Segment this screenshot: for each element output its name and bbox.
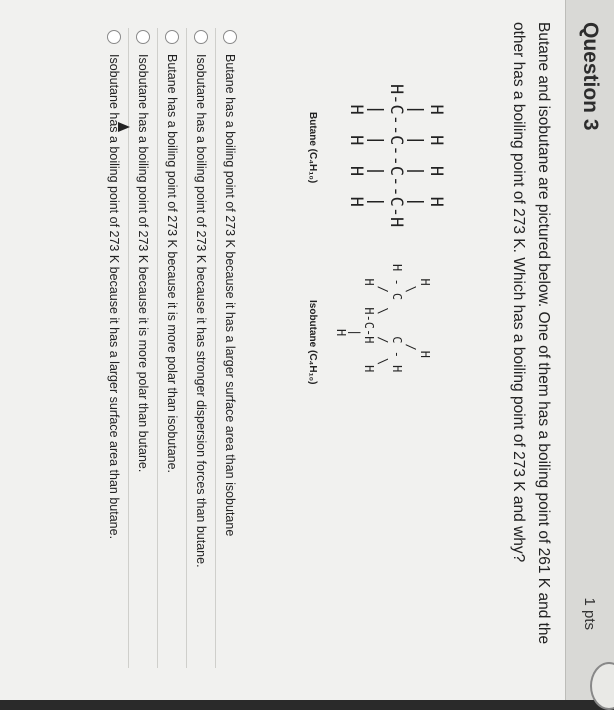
answer-option-label: Isobutane has a boiling point of 273 K because it is more polar than butane.: [136, 54, 150, 473]
structure-row: H H-C-H H: [362, 264, 376, 373]
butane-caption: Butane (C₄H₁₀): [307, 112, 318, 184]
isobutane-structure: [334, 264, 432, 372]
structure-row: | | | |: [406, 84, 426, 207]
structure-row: | | | |: [366, 84, 386, 207]
structure-row: H H H H: [426, 84, 446, 207]
answer-option-label: Isobutane has a boiling point of 273 K because it has stronger dispersion forces than butane.: [194, 54, 208, 568]
structure-row: \ /: [404, 264, 418, 351]
structure-row: |: [348, 264, 362, 337]
answer-option-label: Butane has a boiling point of 273 K because it is more polar than isobutane.: [165, 54, 179, 474]
structure-row: / \ / \: [376, 264, 390, 366]
question-prompt: Butane and isobutane are pictured below. One of them has a boiling point of 261 K and the other has a boiling point of 273 K. Which has a boiling point of 273 K and why?: [510, 22, 552, 645]
radio-button[interactable]: [165, 30, 179, 44]
radio-button[interactable]: [223, 30, 237, 44]
answer-option[interactable]: [158, 28, 187, 668]
structure-row: H H H H: [346, 84, 366, 207]
structure-row: H-C--C--C--C-H: [386, 84, 406, 228]
flag-icon[interactable]: [590, 662, 614, 710]
answer-option[interactable]: [187, 28, 216, 668]
answer-option-label: Butane has a boiling point of 273 K because it has a larger surface area than isobutane: [223, 54, 237, 537]
question-points: 1 pts: [581, 597, 598, 630]
butane-structure: [346, 84, 446, 227]
radio-button[interactable]: [136, 30, 150, 44]
question-header: [565, 0, 614, 700]
question-title: Question 3: [579, 22, 602, 131]
answer-option-label: Isobutane has a boiling point of 273 K because it has a larger surface area than butane.: [107, 54, 121, 540]
radio-button[interactable]: [194, 30, 208, 44]
structure-row: H H: [418, 264, 432, 358]
isobutane-caption: Isobutane (C₄H₁₀): [307, 300, 318, 385]
structure-row: H - C C - H: [390, 264, 404, 373]
answer-option[interactable]: [129, 28, 158, 668]
structure-row: H: [334, 264, 348, 337]
radio-button[interactable]: [107, 30, 121, 44]
mouse-cursor-icon: [118, 122, 130, 132]
answer-option[interactable]: [216, 28, 244, 668]
